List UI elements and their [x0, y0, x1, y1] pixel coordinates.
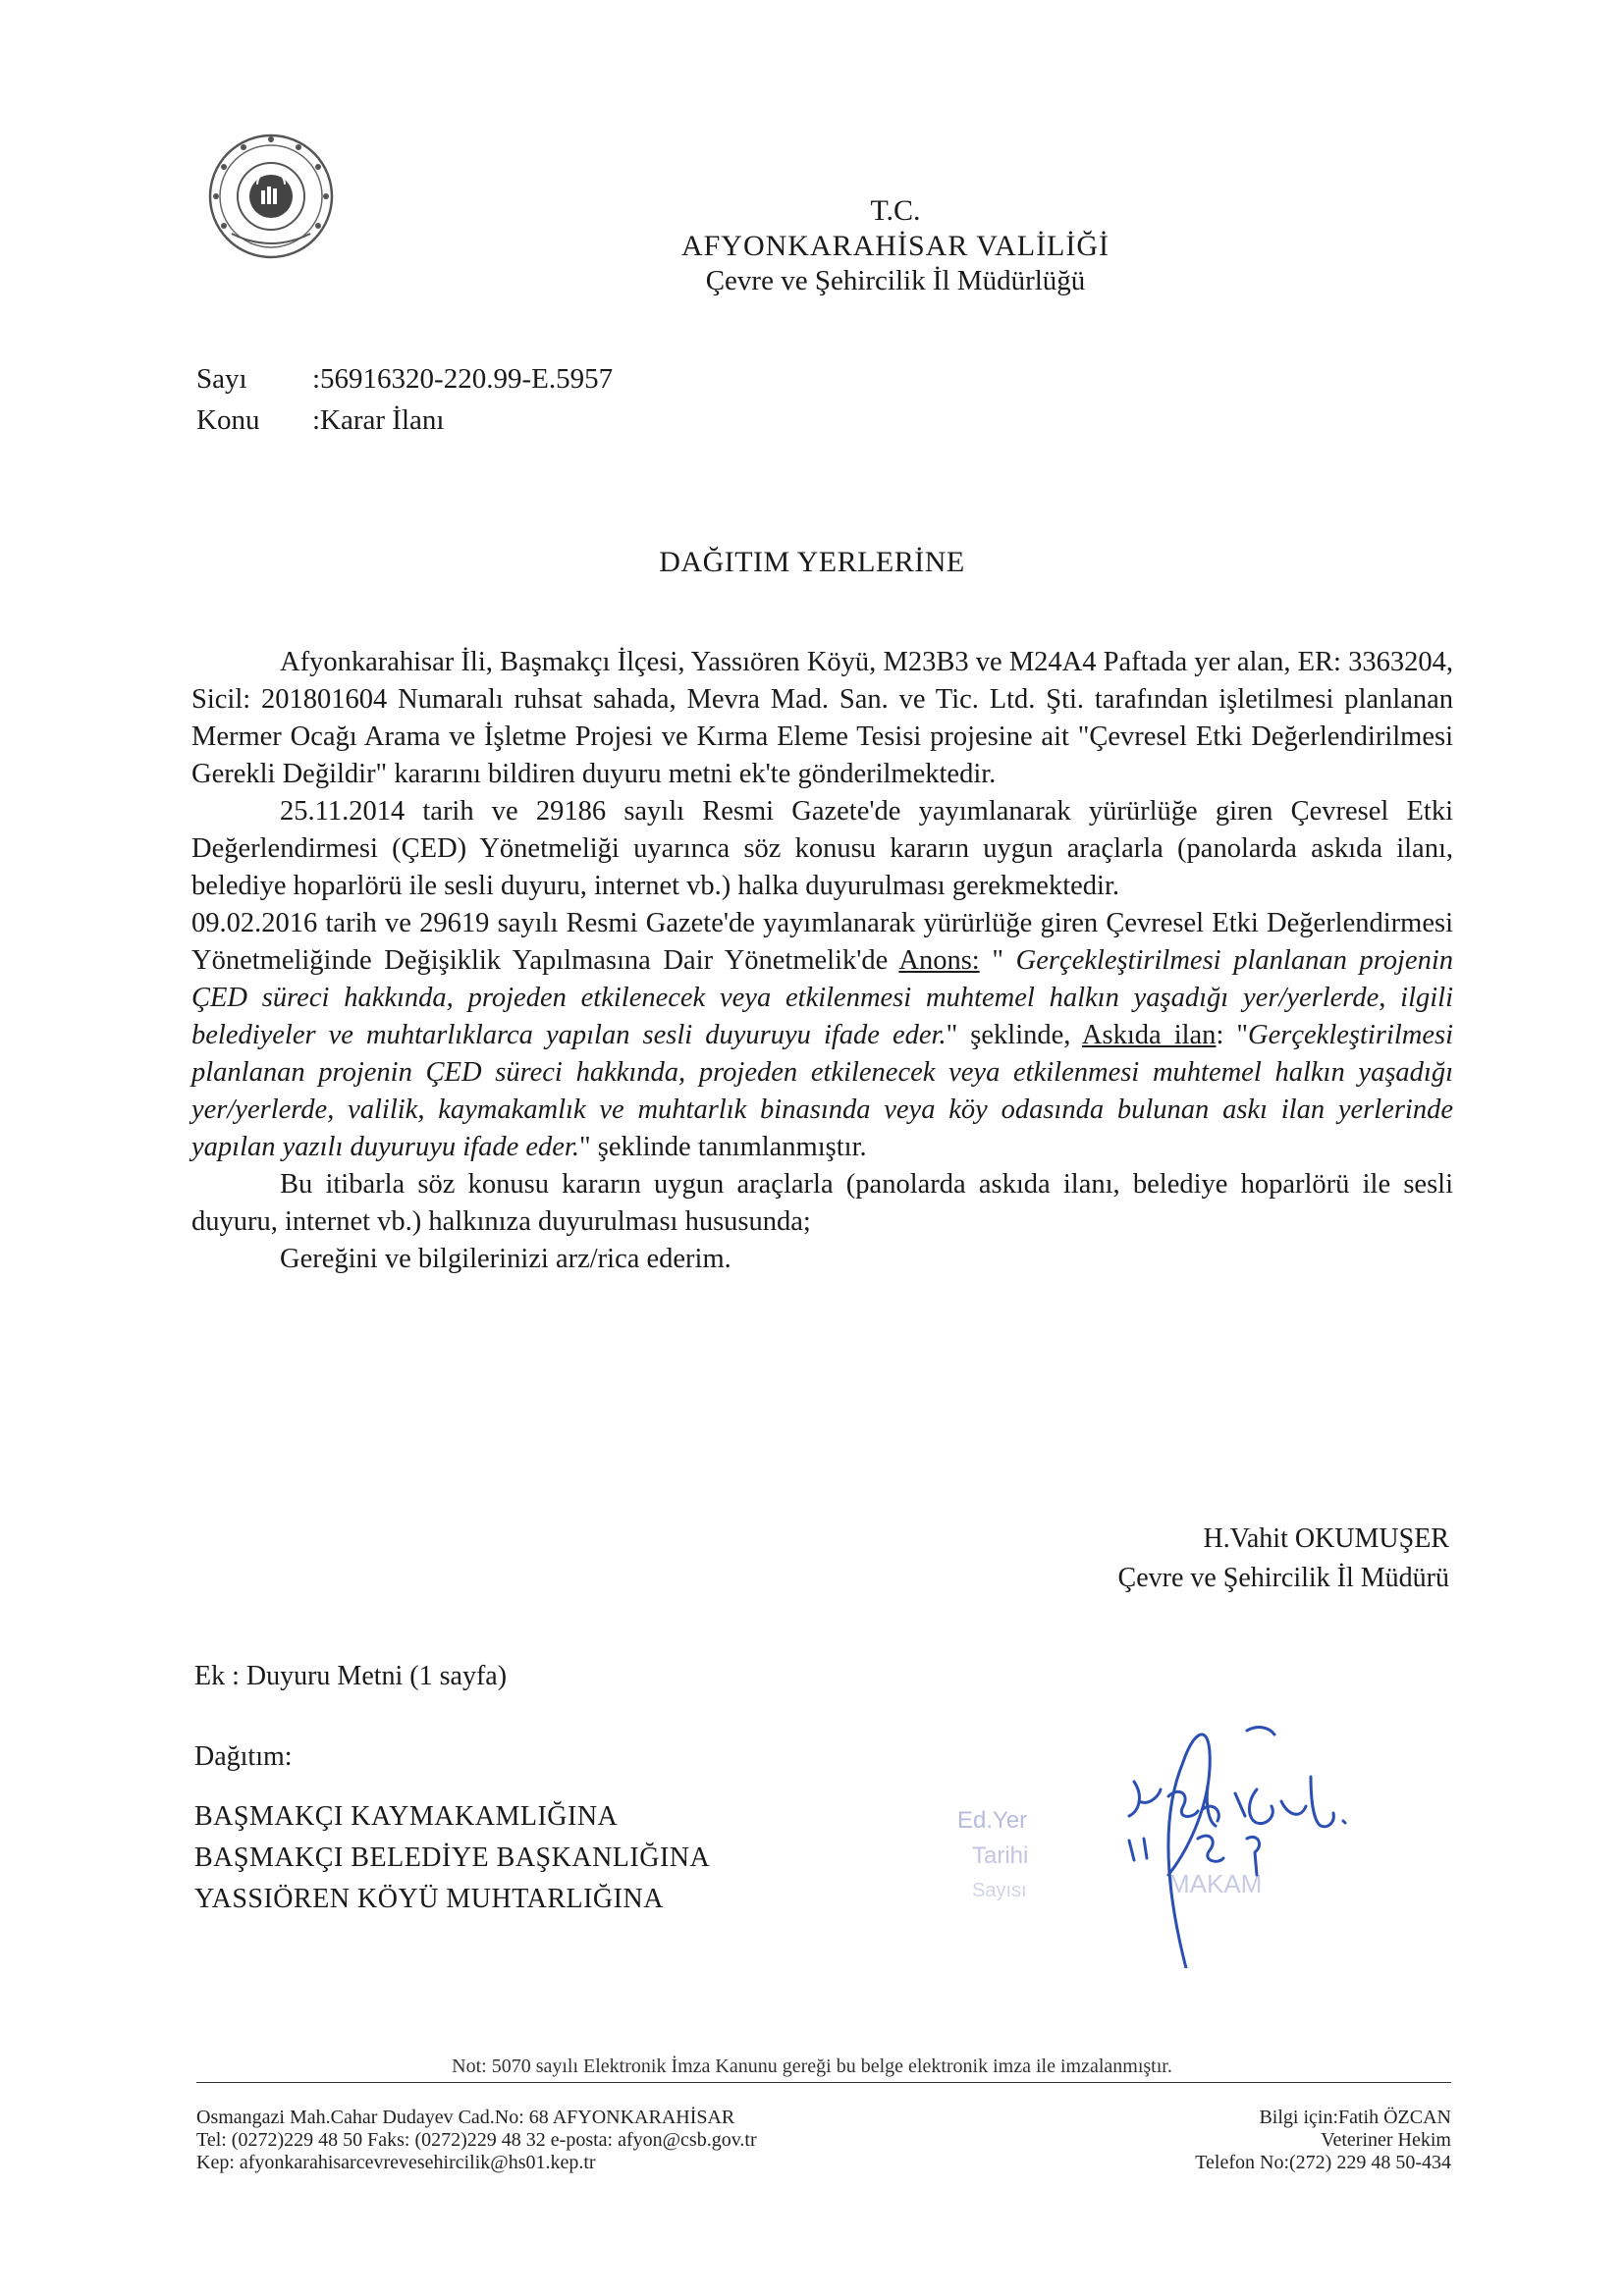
- anons-term: Anons:: [898, 945, 980, 976]
- p3-quote-open: ": [979, 945, 1016, 976]
- signature-block: [1118, 1520, 1449, 1598]
- footer-divider: [196, 2082, 1451, 2083]
- konu-label: Konu: [196, 404, 260, 436]
- signatory-name: H.Vahit OKUMUŞER: [1203, 1523, 1449, 1554]
- askida-ilan-term: Askıda ilan: [1081, 1020, 1217, 1050]
- p3-mid: " şeklinde,: [946, 1020, 1082, 1050]
- sayi-value: :56916320-220.99-E.5957: [312, 363, 614, 395]
- footer-info: [1195, 2107, 1451, 2174]
- body-paragraph-1: Afyonkarahisar İli, Başmakçı İlçesi, Yassıören Köyü, M23B3 ve M24A4 Paftada yer alan, ER: 3363204, Sicil: 201801604 Numaralı ruhsat sahada, Mevra Mad. San. ve Tic. Ltd. Şti. tarafından işletilmesi planlanan Mermer Ocağı Arama ve İşletme Projesi ve Kırma Eleme Tesisi projesine ait "Çevresel Etki Değerlendirilmesi Gerekli Değildir" kararını bildiren duyuru metni ek'te gönderilmektedir.: [191, 647, 1453, 789]
- stamp-line-4: MAKAM: [1168, 1869, 1263, 1898]
- body-paragraph-4: Bu itibarla söz konusu kararın uygun araçlarla (panolarda askıda ilanı, belediye hoparlörü ile sesli duyuru, internet vb.) halkınıza duyurulması hususunda;: [191, 1169, 1453, 1237]
- body-paragraph-5: Gereğini ve bilgilerinizi arz/rica ederim.: [280, 1244, 731, 1274]
- anons-definition: Gerçekleştirilmesi planlanan projenin ÇED süreci hakkında, projeden etkilenecek veya etkilenmesi muhtemel halkın yaşadığı yer/yerlerde, ilgili belediyeler ve muhtarlıklarca yapılan sesli duyuruyu ifade eder.: [191, 945, 1453, 1050]
- sayi-label: Sayı: [196, 363, 247, 395]
- distribution-item: BAŞMAKÇI KAYMAKAMLIĞINA: [194, 1801, 619, 1832]
- stamp-line-3: Sayısı: [972, 1880, 1027, 1901]
- footer-contact-line: Tel: (0272)229 48 50 Faks: (0272)229 48 32 e-posta: afyon@csb.gov.tr: [196, 2129, 757, 2151]
- document-title: DAĞITIM YERLERİNE: [659, 546, 965, 578]
- p3-start: 09.02.2016 tarih ve 29619 sayılı Resmi Gazete'de yayımlanarak yürürlüğe giren Çevresel Etki Değerlendirmesi Yönetmeliğinde Değişiklik Yapılmasına Dair Yönetmelik'de: [191, 908, 1453, 976]
- distribution-label: Dağıtım:: [194, 1741, 293, 1772]
- body-paragraph-3: [191, 905, 1453, 1166]
- distribution-item: YASSIÖREN KÖYÜ MUHTARLIĞINA: [194, 1884, 664, 1914]
- header-mudurluk: Çevre ve Şehircilik İl Müdürlüğü: [705, 265, 1086, 296]
- e-signature-note: Not: 5070 sayılı Elektronik İmza Kanunu gereği bu belge elektronik imza ile imzalanmıştır.: [452, 2056, 1172, 2077]
- body-paragraph-2: 25.11.2014 tarih ve 29186 sayılı Resmi Gazete'de yayımlanarak yürürlüğe giren Çevresel Etki Değerlendirmesi (ÇED) Yönetmeliği uyarınca söz konusu kararın uygun araçlarla (panolarda askıda ilanı, belediye hoparlörü ile sesli duyuru, internet vb.) halka duyurulması gerekmektedir.: [191, 796, 1453, 901]
- footer-info-phone: Telefon No:(272) 229 48 50-434: [1195, 2152, 1451, 2173]
- header-tc: T.C.: [870, 194, 921, 227]
- footer-info-title: Veteriner Hekim: [1321, 2129, 1451, 2151]
- handwritten-signature: [1100, 1703, 1438, 1968]
- stamp-line-2: Tarihi: [972, 1842, 1029, 1869]
- signatory-title: Çevre ve Şehircilik İl Müdürü: [1117, 1563, 1449, 1593]
- footer-kep-line: Kep: afyonkarahisarcevrevesehircilik@hs01.kep.tr: [196, 2152, 596, 2173]
- letter-body: [191, 644, 1453, 1278]
- header-valilik: AFYONKARAHİSAR VALİLİĞİ: [680, 230, 1110, 262]
- konu-value: :Karar İlanı: [312, 404, 445, 436]
- p3-colon: : ": [1216, 1020, 1249, 1050]
- distribution-list: [194, 1796, 710, 1920]
- askida-ilan-definition: Gerçekleştirilmesi planlanan projenin ÇED süreci hakkında, projeden etkilenecek veya etkilenmesi muhtemel halkın yaşadığı yer/yerlerde, valilik, kaymakamlık ve muhtarlık binasında veya köy odasında bulunan askı ilan yerlerinde yapılan yazılı duyuruyu ifade eder.: [191, 1020, 1453, 1162]
- distribution-item: BAŞMAKÇI BELEDİYE BAŞKANLIĞINA: [194, 1842, 711, 1873]
- footer-address-line: Osmangazi Mah.Cahar Dudayev Cad.No: 68 AFYONKARAHİSAR: [196, 2107, 735, 2128]
- attachment-line: Ek : Duyuru Metni (1 sayfa): [194, 1661, 508, 1691]
- p3-end: " şeklinde tanımlanmıştır.: [578, 1132, 867, 1162]
- footer-info-contact: Bilgi için:Fatih ÖZCAN: [1259, 2107, 1451, 2128]
- stamp-line-1: Ed.Yer: [957, 1807, 1028, 1834]
- footer-address: [196, 2107, 757, 2174]
